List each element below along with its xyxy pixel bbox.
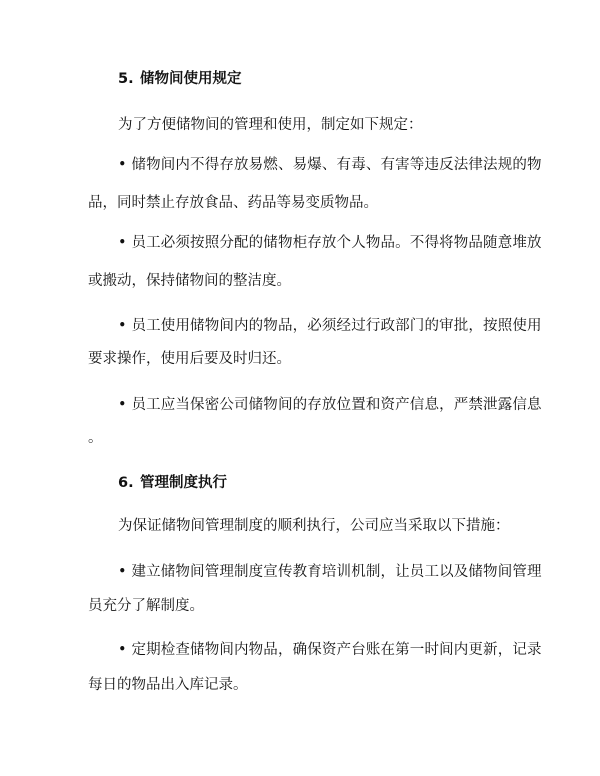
section-6-intro: 为保证储物间管理制度的顺利执行，公司应当采取以下措施： xyxy=(118,518,510,534)
bullet-line-continued: 员充分了解制度。 xyxy=(88,598,204,614)
section-number: 5. xyxy=(118,71,134,87)
bullet-line: • 储物间内不得存放易燃、易爆、有毒、有害等违反法律法规的物 xyxy=(118,157,542,173)
bullet-line: • 员工使用储物间内的物品，必须经过行政部门的审批，按照使用 xyxy=(118,318,542,334)
bullet-line: • 建立储物间管理制度宣传教育培训机制，让员工以及储物间管理 xyxy=(118,564,542,580)
bullet-line-continued: 。 xyxy=(88,430,103,446)
bullet-line-continued: 要求操作，使用后要及时归还。 xyxy=(88,351,291,367)
section-5-heading xyxy=(118,69,242,89)
bullet-line: • 员工必须按照分配的储物柜存放个人物品。不得将物品随意堆放 xyxy=(118,235,542,251)
section-title: 管理制度执行 xyxy=(140,475,227,491)
section-title: 储物间使用规定 xyxy=(140,71,242,87)
section-6-heading xyxy=(118,473,227,493)
bullet-line-continued: 每日的物品出入库记录。 xyxy=(88,677,248,693)
section-5-intro: 为了方便储物间的管理和使用，制定如下规定： xyxy=(118,117,423,133)
bullet-line: • 员工应当保密公司储物间的存放位置和资产信息，严禁泄露信息 xyxy=(118,397,542,413)
bullet-line-continued: 品，同时禁止存放食品、药品等易变质物品。 xyxy=(88,195,378,211)
bullet-line: • 定期检查储物间内物品，确保资产台账在第一时间内更新，记录 xyxy=(118,642,542,658)
bullet-line-continued: 或搬动，保持储物间的整洁度。 xyxy=(88,273,291,289)
section-number: 6. xyxy=(118,475,134,491)
